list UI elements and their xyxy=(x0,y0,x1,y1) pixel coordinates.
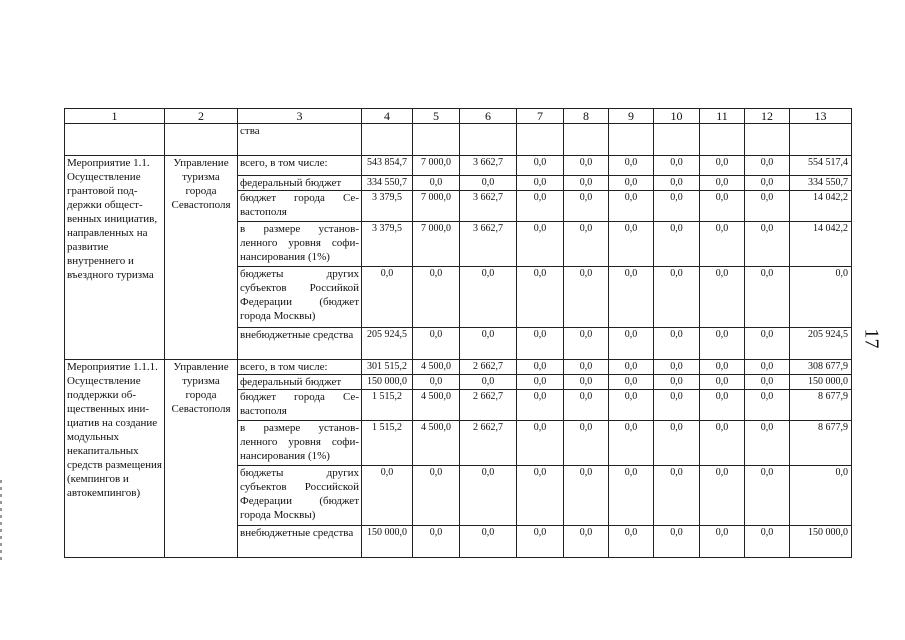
column-header: 11 xyxy=(700,109,745,124)
value-cell: 0,0 xyxy=(654,328,700,360)
value-cell: 0,0 xyxy=(564,375,609,390)
continuation-source-cell: ства xyxy=(238,124,362,156)
value-cell: 0,0 xyxy=(745,191,790,222)
value-cell: 0,0 xyxy=(609,360,654,375)
value-cell: 0,0 xyxy=(517,267,564,328)
value-cell: 0,0 xyxy=(745,466,790,526)
value-cell: 0,0 xyxy=(517,421,564,466)
value-cell: 0,0 xyxy=(654,156,700,176)
value-cell: 0,0 xyxy=(700,191,745,222)
funding-source-cell: бюджеты других субъектов Российской Федерации (бюджет города Москвы) xyxy=(238,466,362,526)
funding-source-cell: в размере установленного уровня софинансирования (1%) xyxy=(238,222,362,267)
column-header: 1 xyxy=(65,109,165,124)
value-cell: 0,0 xyxy=(654,375,700,390)
value-cell: 0,0 xyxy=(654,191,700,222)
value-cell: 2 662,7 xyxy=(460,360,517,375)
executor-cell: Управление туризма города Севастополя xyxy=(165,360,238,558)
value-cell: 0,0 xyxy=(609,466,654,526)
value-cell: 14 042,2 xyxy=(790,191,852,222)
value-cell: 4 500,0 xyxy=(413,360,460,375)
value-cell: 0,0 xyxy=(564,328,609,360)
value-cell: 3 662,7 xyxy=(460,222,517,267)
value-cell: 0,0 xyxy=(654,526,700,558)
empty-cell xyxy=(609,124,654,156)
value-cell: 0,0 xyxy=(413,328,460,360)
funding-source-cell: бюджеты других субъектов Российкой Федерации (бюджет города Москвы) xyxy=(238,267,362,328)
value-cell: 0,0 xyxy=(413,526,460,558)
value-cell: 0,0 xyxy=(745,526,790,558)
value-cell: 14 042,2 xyxy=(790,222,852,267)
value-cell: 334 550,7 xyxy=(362,176,413,191)
header-row xyxy=(65,109,852,124)
value-cell: 1 515,2 xyxy=(362,421,413,466)
value-cell: 0,0 xyxy=(413,375,460,390)
value-cell: 0,0 xyxy=(517,390,564,421)
column-header: 4 xyxy=(362,109,413,124)
empty-cell xyxy=(790,124,852,156)
measure-cell: Мероприятие 1.1. Осуществление грантовой поддержки общественных инициатив, направленных на развитие внутреннего и въездного туризма xyxy=(65,156,165,360)
value-cell: 0,0 xyxy=(654,360,700,375)
value-cell: 0,0 xyxy=(700,328,745,360)
value-cell: 7 000,0 xyxy=(413,222,460,267)
value-cell: 0,0 xyxy=(413,466,460,526)
value-cell: 0,0 xyxy=(609,328,654,360)
column-header: 13 xyxy=(790,109,852,124)
value-cell: 0,0 xyxy=(654,176,700,191)
value-cell: 0,0 xyxy=(517,328,564,360)
value-cell: 0,0 xyxy=(654,222,700,267)
value-cell: 334 550,7 xyxy=(790,176,852,191)
value-cell: 0,0 xyxy=(517,176,564,191)
column-header: 7 xyxy=(517,109,564,124)
column-header: 2 xyxy=(165,109,238,124)
value-cell: 0,0 xyxy=(564,421,609,466)
empty-cell xyxy=(460,124,517,156)
value-cell: 150 000,0 xyxy=(790,375,852,390)
value-cell: 0,0 xyxy=(564,466,609,526)
budget-table xyxy=(64,108,852,558)
value-cell: 8 677,9 xyxy=(790,390,852,421)
empty-cell xyxy=(564,124,609,156)
funding-source-cell: всего, в том числе: xyxy=(238,360,362,375)
column-header: 9 xyxy=(609,109,654,124)
value-cell: 0,0 xyxy=(413,176,460,191)
value-cell: 0,0 xyxy=(745,267,790,328)
measure-cell: Мероприятие 1.1.1. Осуществление поддержки общественных инициатив на создание модульных некапитальных средств размещения (кемпингов и автокемпингов) xyxy=(65,360,165,558)
value-cell: 0,0 xyxy=(517,526,564,558)
value-cell: 0,0 xyxy=(609,375,654,390)
value-cell: 1 515,2 xyxy=(362,390,413,421)
value-cell: 0,0 xyxy=(745,421,790,466)
value-cell: 0,0 xyxy=(745,176,790,191)
value-cell: 0,0 xyxy=(517,156,564,176)
value-cell: 7 000,0 xyxy=(413,156,460,176)
value-cell: 150 000,0 xyxy=(362,375,413,390)
value-cell: 0,0 xyxy=(790,466,852,526)
empty-cell xyxy=(413,124,460,156)
value-cell: 0,0 xyxy=(609,176,654,191)
value-cell: 0,0 xyxy=(654,466,700,526)
value-cell: 0,0 xyxy=(564,390,609,421)
value-cell: 3 379,5 xyxy=(362,222,413,267)
value-cell: 205 924,5 xyxy=(790,328,852,360)
page-number: 17 xyxy=(860,328,883,349)
value-cell: 0,0 xyxy=(517,360,564,375)
value-cell: 0,0 xyxy=(609,156,654,176)
value-cell: 0,0 xyxy=(564,176,609,191)
value-cell: 0,0 xyxy=(362,466,413,526)
funding-source-cell: федеральный бюджет xyxy=(238,176,362,191)
value-cell: 0,0 xyxy=(745,375,790,390)
value-cell: 0,0 xyxy=(460,176,517,191)
value-cell: 8 677,9 xyxy=(790,421,852,466)
value-cell: 0,0 xyxy=(362,267,413,328)
empty-cell xyxy=(362,124,413,156)
value-cell: 0,0 xyxy=(517,222,564,267)
value-cell: 0,0 xyxy=(564,191,609,222)
funding-source-cell: внебюджетные средства xyxy=(238,328,362,360)
value-cell: 543 854,7 xyxy=(362,156,413,176)
value-cell: 3 662,7 xyxy=(460,191,517,222)
value-cell: 554 517,4 xyxy=(790,156,852,176)
table-body xyxy=(65,124,852,558)
value-cell: 0,0 xyxy=(413,267,460,328)
value-cell: 0,0 xyxy=(700,176,745,191)
funding-source-cell: внебюджетные средства xyxy=(238,526,362,558)
value-cell: 0,0 xyxy=(654,390,700,421)
continuation-measure-cell xyxy=(65,124,165,156)
value-cell: 205 924,5 xyxy=(362,328,413,360)
value-cell: 0,0 xyxy=(745,222,790,267)
value-cell: 0,0 xyxy=(700,156,745,176)
value-cell: 0,0 xyxy=(460,328,517,360)
value-cell: 0,0 xyxy=(700,375,745,390)
empty-cell xyxy=(745,124,790,156)
value-cell: 0,0 xyxy=(745,156,790,176)
value-cell: 0,0 xyxy=(700,421,745,466)
column-header: 3 xyxy=(238,109,362,124)
empty-cell xyxy=(700,124,745,156)
scan-edge-mark xyxy=(0,480,2,560)
column-header: 12 xyxy=(745,109,790,124)
continuation-row xyxy=(65,124,852,156)
value-cell: 0,0 xyxy=(564,360,609,375)
value-cell: 150 000,0 xyxy=(362,526,413,558)
value-cell: 0,0 xyxy=(460,267,517,328)
value-cell: 4 500,0 xyxy=(413,421,460,466)
empty-cell xyxy=(517,124,564,156)
value-cell: 0,0 xyxy=(700,466,745,526)
column-header: 8 xyxy=(564,109,609,124)
value-cell: 0,0 xyxy=(700,390,745,421)
funding-source-cell: всего, в том числе: xyxy=(238,156,362,176)
empty-cell xyxy=(654,124,700,156)
funding-source-cell: бюджет города Севастополя xyxy=(238,390,362,421)
value-cell: 0,0 xyxy=(564,526,609,558)
value-cell: 2 662,7 xyxy=(460,421,517,466)
value-cell: 0,0 xyxy=(745,360,790,375)
table-row xyxy=(65,360,852,375)
value-cell: 0,0 xyxy=(517,191,564,222)
value-cell: 0,0 xyxy=(745,328,790,360)
column-header: 10 xyxy=(654,109,700,124)
value-cell: 2 662,7 xyxy=(460,390,517,421)
value-cell: 0,0 xyxy=(564,222,609,267)
value-cell: 0,0 xyxy=(609,421,654,466)
value-cell: 0,0 xyxy=(609,526,654,558)
value-cell: 0,0 xyxy=(609,267,654,328)
value-cell: 0,0 xyxy=(700,222,745,267)
value-cell: 0,0 xyxy=(460,466,517,526)
value-cell: 4 500,0 xyxy=(413,390,460,421)
executor-cell: Управление туризма города Севастополя xyxy=(165,156,238,360)
value-cell: 308 677,9 xyxy=(790,360,852,375)
column-header: 5 xyxy=(413,109,460,124)
value-cell: 3 662,7 xyxy=(460,156,517,176)
value-cell: 0,0 xyxy=(790,267,852,328)
value-cell: 301 515,2 xyxy=(362,360,413,375)
value-cell: 0,0 xyxy=(460,526,517,558)
value-cell: 0,0 xyxy=(700,267,745,328)
value-cell: 150 000,0 xyxy=(790,526,852,558)
table-row xyxy=(65,156,852,176)
value-cell: 0,0 xyxy=(700,526,745,558)
value-cell: 0,0 xyxy=(609,390,654,421)
value-cell: 0,0 xyxy=(700,360,745,375)
value-cell: 0,0 xyxy=(517,466,564,526)
continuation-executor-cell xyxy=(165,124,238,156)
value-cell: 0,0 xyxy=(654,267,700,328)
value-cell: 3 379,5 xyxy=(362,191,413,222)
funding-source-cell: в размере установленного уровня софинансирования (1%) xyxy=(238,421,362,466)
value-cell: 0,0 xyxy=(517,375,564,390)
value-cell: 0,0 xyxy=(564,156,609,176)
value-cell: 0,0 xyxy=(460,375,517,390)
funding-source-cell: федеральный бюджет xyxy=(238,375,362,390)
value-cell: 0,0 xyxy=(609,191,654,222)
value-cell: 0,0 xyxy=(745,390,790,421)
value-cell: 7 000,0 xyxy=(413,191,460,222)
value-cell: 0,0 xyxy=(654,421,700,466)
funding-source-cell: бюджет города Севастополя xyxy=(238,191,362,222)
value-cell: 0,0 xyxy=(564,267,609,328)
value-cell: 0,0 xyxy=(609,222,654,267)
column-header: 6 xyxy=(460,109,517,124)
